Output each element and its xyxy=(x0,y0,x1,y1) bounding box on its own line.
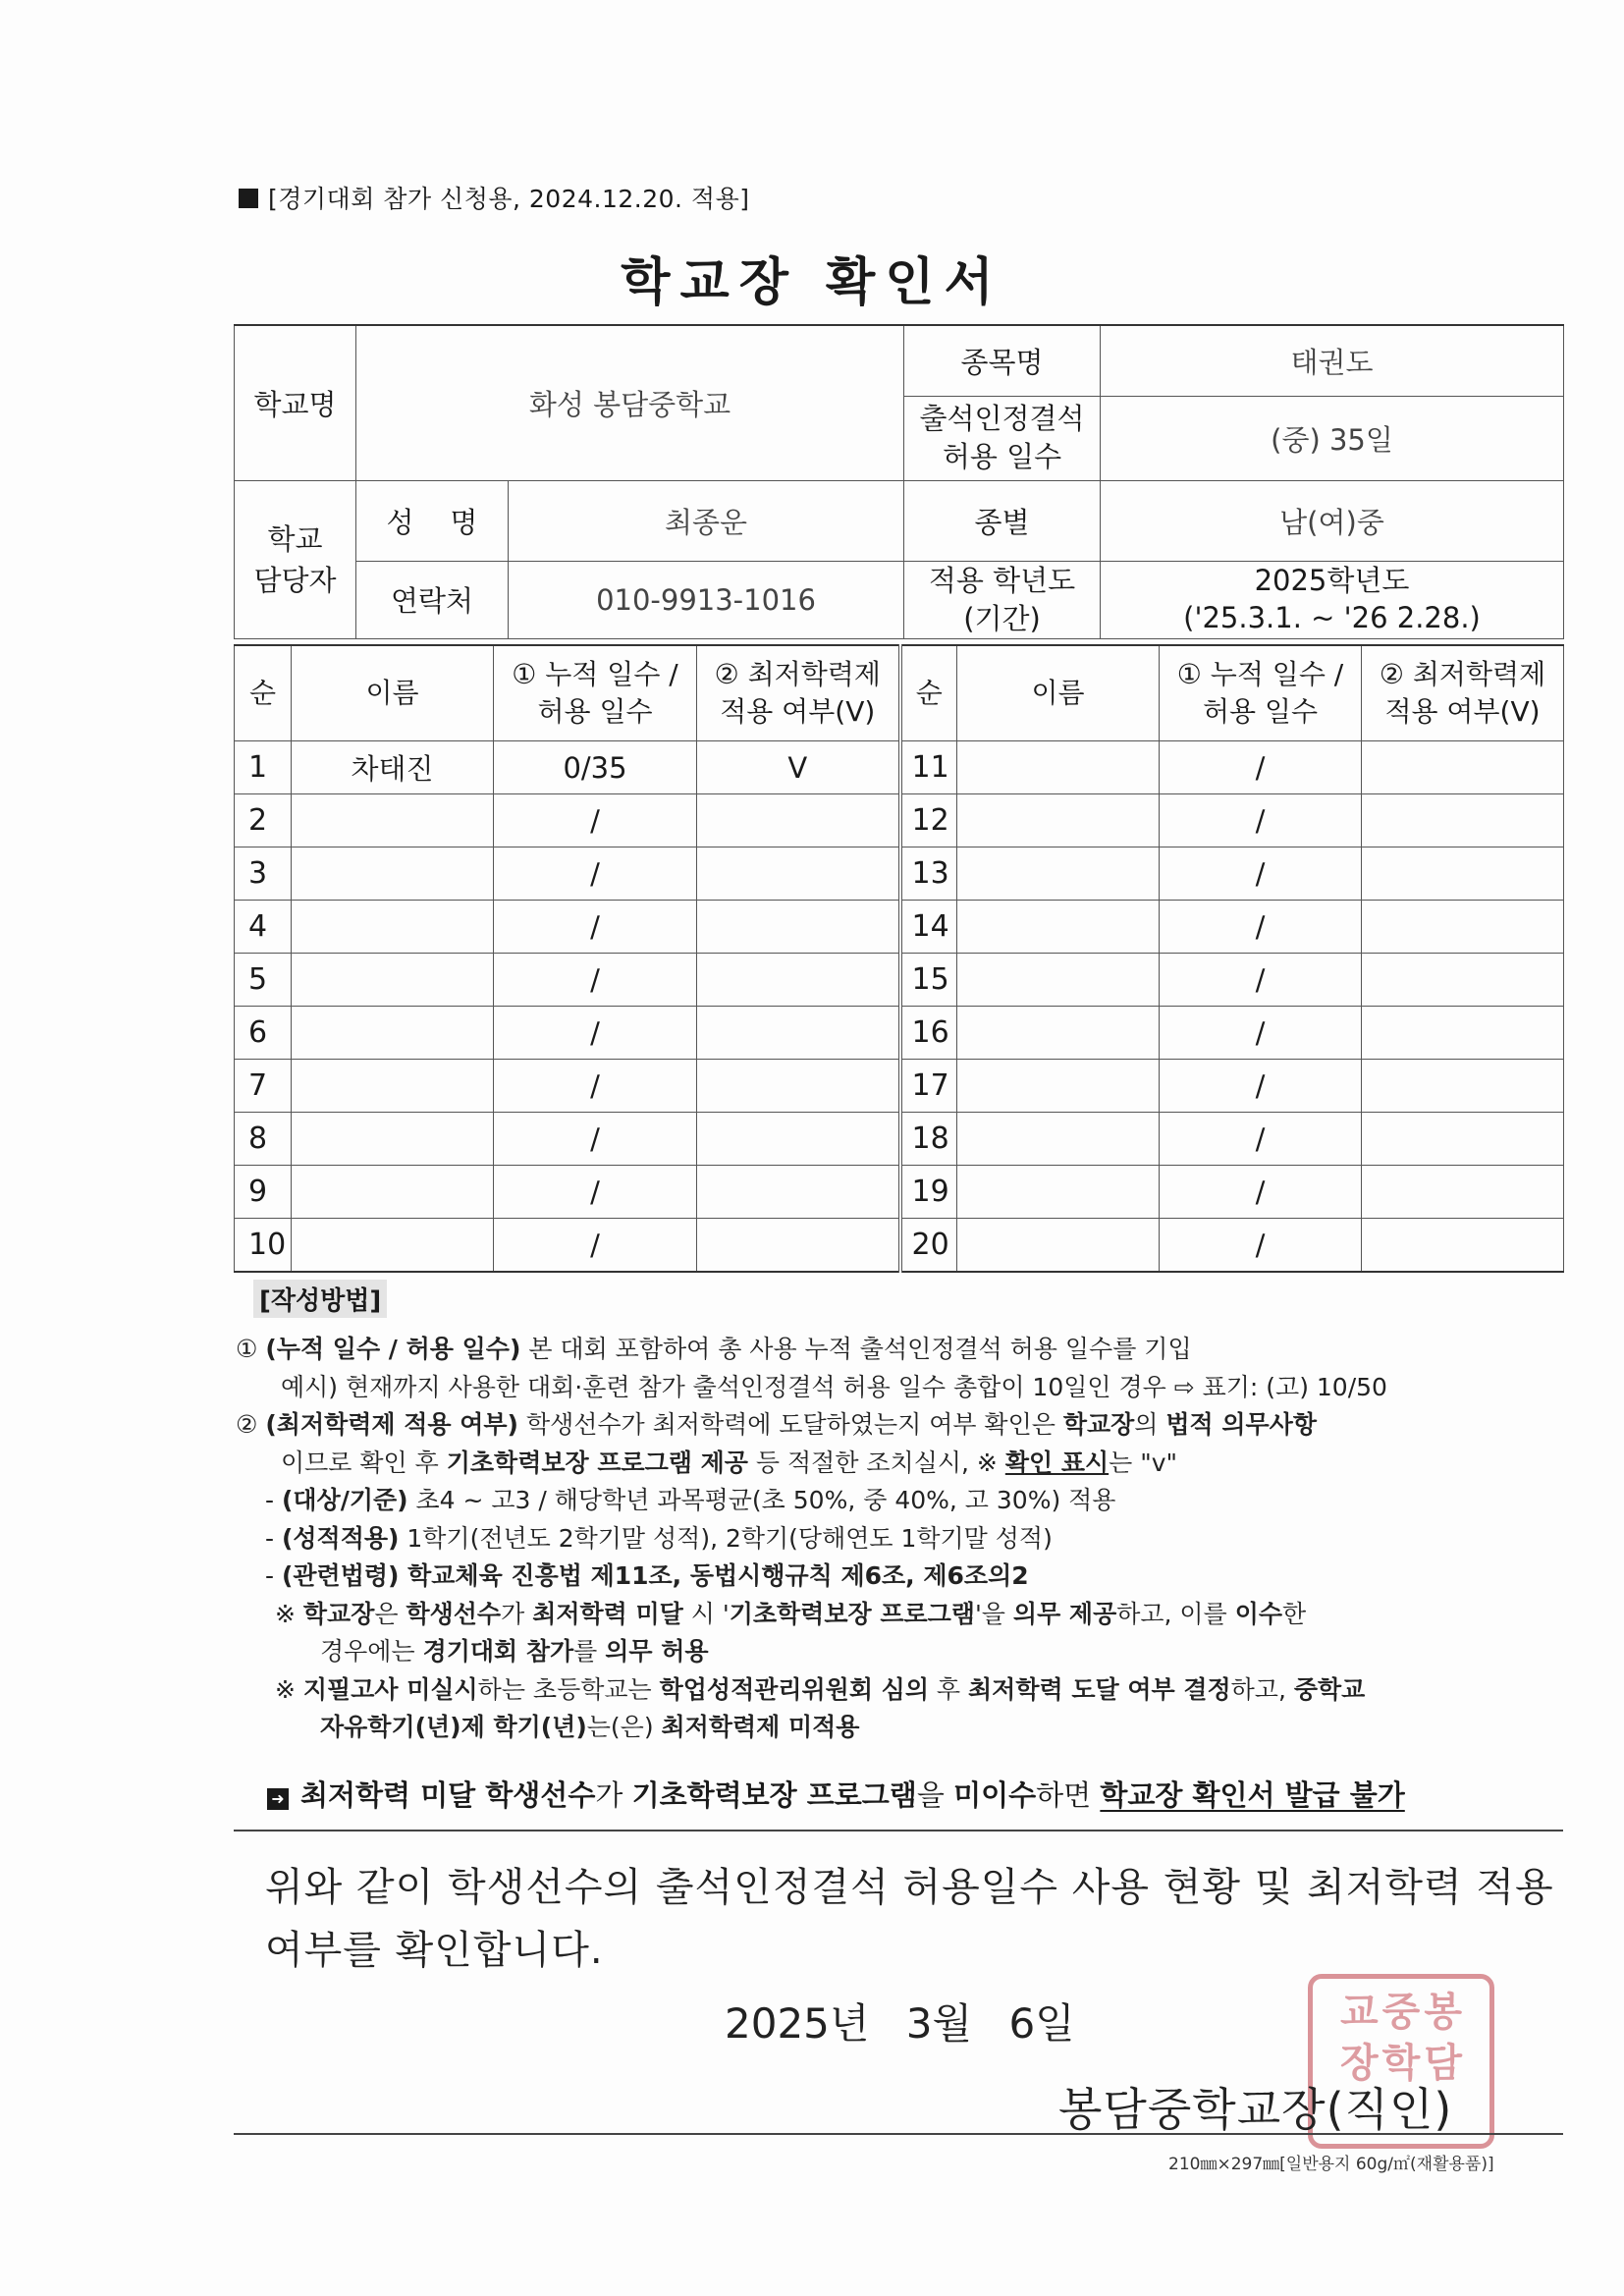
left-name-cell xyxy=(292,794,494,847)
contact-value: 010-9913-1016 xyxy=(509,561,904,638)
divider-top xyxy=(234,1830,1563,1831)
method-l3-bold-d: 법적 의무사항 xyxy=(1165,1410,1318,1439)
method-l1-bold: (누적 일수 / 허용 일수) xyxy=(265,1335,521,1363)
confirmation-statement: 위와 같이 학생선수의 출석인정결석 허용일수 사용 현황 및 최저학력 적용 여부를 확인합니다. xyxy=(265,1865,1554,1973)
circle-1-marker: ① xyxy=(236,1335,258,1363)
method-l6-text: 1학기(전년도 2학기말 성적), 2학기(당해연도 1학기말 성적) xyxy=(399,1523,1053,1553)
note-marker: ※ xyxy=(275,1599,303,1628)
left-seq-cell: 10 xyxy=(235,1219,292,1273)
right-seq-cell: 12 xyxy=(900,794,957,847)
method-l3-bold: (최저학력제 적용 여부) xyxy=(265,1410,518,1439)
school-name-label: 학교명 xyxy=(235,325,356,480)
year-value-line2: ('25.3.1. ~ '26 2.28.) xyxy=(1183,600,1481,634)
method-l4-underline: 확인 표시 xyxy=(1004,1448,1110,1477)
method-l9-bold-d: 의무 허용 xyxy=(605,1637,709,1666)
left-check-cell xyxy=(697,1219,900,1273)
right-days-cell: / xyxy=(1160,1007,1362,1060)
method-l8-text-f: 시 ' xyxy=(682,1599,730,1628)
table-row xyxy=(235,741,1564,794)
method-l4-bold-b: 기초학력보장 프로그램 제공 xyxy=(446,1448,748,1477)
manager-name-value: 최종운 xyxy=(509,480,904,561)
roster-table xyxy=(234,644,1564,1273)
method-l10-bold-g: 중학교 xyxy=(1293,1674,1366,1704)
method-l8-text-h: '을 xyxy=(974,1599,1013,1628)
right-name-cell xyxy=(957,1007,1160,1060)
year-label xyxy=(904,561,1101,638)
manager-label-line1: 학교 xyxy=(267,521,323,556)
final-warning xyxy=(267,1774,1405,1814)
final-f: 하면 xyxy=(1036,1778,1101,1812)
square-bullet-icon xyxy=(239,189,258,208)
left-seq-cell: 4 xyxy=(235,901,292,954)
col-days-header xyxy=(494,645,697,741)
method-line-8 xyxy=(236,1596,1571,1634)
method-l1-text: 본 대회 포함하여 총 사용 누적 출석인정결석 허용 일수를 기입 xyxy=(520,1335,1192,1363)
arrow-right-icon: ➜ xyxy=(267,1788,289,1810)
left-seq-cell: 8 xyxy=(235,1113,292,1166)
right-check-cell xyxy=(1362,1007,1564,1060)
table-row xyxy=(235,1113,1564,1166)
method-l10-text-f: 하고, xyxy=(1230,1674,1294,1704)
method-l5-bold: (대상/기준) xyxy=(281,1486,408,1514)
left-days-cell: / xyxy=(494,1113,697,1166)
right-seq-cell: 17 xyxy=(900,1060,957,1113)
left-check-cell xyxy=(697,1166,900,1219)
col-name-header-right: 이름 xyxy=(957,645,1160,741)
right-name-cell xyxy=(957,1166,1160,1219)
method-l8-bold-c: 학생선수 xyxy=(406,1599,502,1628)
method-l10-bold-e: 최저학력 도달 여부 결정 xyxy=(968,1674,1231,1704)
left-check-cell xyxy=(697,1007,900,1060)
right-check-cell xyxy=(1362,847,1564,901)
method-l8-text-l: 한 xyxy=(1282,1599,1307,1628)
method-l10-text-b: 하는 초등학교는 xyxy=(477,1674,660,1704)
left-name-cell xyxy=(292,1060,494,1113)
left-name-cell: 차태진 xyxy=(292,741,494,794)
left-name-cell xyxy=(292,1113,494,1166)
col-days-header-right-line1: ① 누적 일수 / xyxy=(1176,658,1344,691)
seal-glyph: 중 xyxy=(1381,1990,1421,2035)
right-seq-cell: 18 xyxy=(900,1113,957,1166)
col-check-header-line1: ② 최저학력제 xyxy=(714,658,881,691)
col-seq-header-right: 순 xyxy=(900,645,957,741)
left-days-cell: / xyxy=(494,901,697,954)
right-seq-cell: 11 xyxy=(900,741,957,794)
right-name-cell xyxy=(957,901,1160,954)
col-days-header-line2: 허용 일수 xyxy=(537,695,653,728)
col-days-header-right-line2: 허용 일수 xyxy=(1202,695,1319,728)
left-name-cell xyxy=(292,901,494,954)
method-l10-text-d: 후 xyxy=(928,1674,969,1704)
header-note-text: [경기대회 참가 신청용, 2024.12.20. 적용] xyxy=(268,185,750,213)
right-name-cell xyxy=(957,1219,1160,1273)
method-l5-text: 초4 ~ 고3 / 해당학년 과목평균(초 50%, 중 40%, 고 30%) 적용 xyxy=(407,1486,1116,1514)
method-l8-text-d: 가 xyxy=(501,1599,533,1628)
method-l9-text-c: 를 xyxy=(573,1637,606,1666)
left-check-cell xyxy=(697,847,900,901)
method-l11-bold-c: 최저학력제 미적용 xyxy=(661,1713,860,1741)
method-line-11 xyxy=(236,1709,1571,1747)
col-name-header: 이름 xyxy=(292,645,494,741)
right-name-cell xyxy=(957,1113,1160,1166)
roster-body xyxy=(235,741,1564,1273)
table-row xyxy=(235,1060,1564,1113)
right-check-cell xyxy=(1362,1113,1564,1166)
left-name-cell xyxy=(292,847,494,901)
divider-bottom xyxy=(234,2133,1563,2135)
method-l8-bold-e: 최저학력 미달 xyxy=(532,1599,683,1628)
manager-label xyxy=(235,480,356,638)
left-seq-cell: 3 xyxy=(235,847,292,901)
year-label-line1: 적용 학년도 xyxy=(928,563,1076,597)
method-l7-bold: (관련법령) 학교체육 진흥법 제11조, 동법시행규칙 제6조, 제6조의2 xyxy=(281,1561,1029,1590)
right-seq-cell: 20 xyxy=(900,1219,957,1273)
method-l8-text-j: 하고, 이를 xyxy=(1116,1599,1235,1628)
method-l3-bold-b: 학교장 xyxy=(1062,1410,1135,1439)
allowed-days-label-line2: 허용 일수 xyxy=(942,440,1062,473)
method-title: [작성방법] xyxy=(253,1280,387,1318)
issue-date: 2025년 3월 6일 xyxy=(725,1999,1075,2048)
method-l8-bold-i: 의무 제공 xyxy=(1012,1599,1117,1628)
right-seq-cell: 15 xyxy=(900,954,957,1007)
seal-glyph: 장 xyxy=(1340,2041,1379,2086)
right-days-cell: / xyxy=(1160,954,1362,1007)
method-l11-text-b: 는(은) xyxy=(586,1713,662,1741)
school-name-value: 화성 봉담중학교 xyxy=(356,325,904,480)
method-l4-text-e: 는 "v" xyxy=(1109,1448,1178,1477)
left-check-cell xyxy=(697,954,900,1007)
right-name-cell xyxy=(957,1060,1160,1113)
col-days-header-right xyxy=(1160,645,1362,741)
left-days-cell: / xyxy=(494,1060,697,1113)
right-seq-cell: 14 xyxy=(900,901,957,954)
method-line-2: 예시) 현재까지 사용한 대회·훈련 참가 출석인정결석 허용 일수 총합이 10일인 경우 ⇨ 표기: (고) 10/50 xyxy=(281,1372,1387,1401)
method-l8-bold-g: 기초학력보장 프로그램 xyxy=(729,1599,975,1628)
right-name-cell xyxy=(957,741,1160,794)
right-check-cell xyxy=(1362,741,1564,794)
right-days-cell: / xyxy=(1160,901,1362,954)
left-check-cell xyxy=(697,1060,900,1113)
right-check-cell xyxy=(1362,1060,1564,1113)
right-name-cell xyxy=(957,794,1160,847)
right-check-cell xyxy=(1362,1219,1564,1273)
paper-spec-footer: 210㎜×297㎜[일반용지 60g/㎡(재활용품)] xyxy=(1168,2155,1494,2174)
left-days-cell: / xyxy=(494,1219,697,1273)
method-line-7 xyxy=(236,1558,1571,1596)
left-days-cell: / xyxy=(494,1007,697,1060)
sport-value: 태권도 xyxy=(1101,325,1564,396)
method-l3-text-c: 의 xyxy=(1134,1410,1166,1439)
left-days-cell: / xyxy=(494,794,697,847)
final-b: 가 xyxy=(595,1778,632,1812)
contact-label: 연락처 xyxy=(356,561,509,638)
right-seq-cell: 13 xyxy=(900,847,957,901)
method-l4-text-c: 등 적절한 조치실시, ※ xyxy=(747,1448,1005,1477)
seal-glyph: 담 xyxy=(1424,2041,1462,2086)
info-table xyxy=(234,324,1564,639)
right-check-cell xyxy=(1362,954,1564,1007)
table-row xyxy=(235,901,1564,954)
method-line-4 xyxy=(236,1445,1571,1483)
left-seq-cell: 5 xyxy=(235,954,292,1007)
col-check-header-right-line1: ② 최저학력제 xyxy=(1379,658,1546,691)
year-value-line1: 2025학년도 xyxy=(1254,563,1410,597)
left-name-cell xyxy=(292,1007,494,1060)
method-l9-bold-b: 경기대회 참가 xyxy=(422,1637,574,1666)
method-line-3 xyxy=(236,1406,1571,1445)
right-seq-cell: 16 xyxy=(900,1007,957,1060)
year-value xyxy=(1101,561,1564,638)
right-name-cell xyxy=(957,954,1160,1007)
seal-glyph: 봉 xyxy=(1424,1990,1462,2035)
right-days-cell: / xyxy=(1160,794,1362,847)
sport-label: 종목명 xyxy=(904,325,1101,396)
final-e: 미이수 xyxy=(953,1778,1037,1812)
left-check-cell: V xyxy=(697,741,900,794)
method-section xyxy=(236,1331,1571,1747)
col-check-header-line2: 적용 여부(V) xyxy=(720,695,876,728)
method-l8-bold-k: 이수 xyxy=(1234,1599,1282,1628)
method-l10-bold-a: 지필고사 미실시 xyxy=(302,1674,478,1704)
right-days-cell: / xyxy=(1160,741,1362,794)
table-row xyxy=(235,794,1564,847)
header-note xyxy=(239,180,749,215)
seal-glyph: 학 xyxy=(1381,2041,1421,2086)
method-l3-text-a: 학생선수가 최저학력에 도달하였는지 여부 확인은 xyxy=(518,1410,1063,1439)
table-row xyxy=(235,847,1564,901)
dash-marker: - xyxy=(265,1561,282,1590)
method-l4-text-a: 이므로 확인 후 xyxy=(281,1448,447,1477)
right-days-cell: / xyxy=(1160,1219,1362,1273)
right-days-cell: / xyxy=(1160,1166,1362,1219)
col-days-header-line1: ① 누적 일수 / xyxy=(512,658,678,691)
method-l9-text-a: 경우에는 xyxy=(320,1637,423,1666)
right-days-cell: / xyxy=(1160,1060,1362,1113)
left-check-cell xyxy=(697,1113,900,1166)
method-l6-bold: (성적적용) xyxy=(281,1523,400,1553)
left-name-cell xyxy=(292,954,494,1007)
left-seq-cell: 9 xyxy=(235,1166,292,1219)
final-g: 학교장 확인서 발급 불가 xyxy=(1100,1778,1405,1812)
left-days-cell: 0/35 xyxy=(494,741,697,794)
left-name-cell xyxy=(292,1219,494,1273)
col-check-header xyxy=(697,645,900,741)
manager-label-line2: 담당자 xyxy=(253,563,337,597)
left-days-cell: / xyxy=(494,954,697,1007)
final-d: 을 xyxy=(916,1778,954,1812)
circle-2-marker: ② xyxy=(236,1410,258,1439)
table-row xyxy=(235,954,1564,1007)
method-l11-bold-a: 자유학기(년)제 학기(년) xyxy=(320,1713,587,1741)
left-name-cell xyxy=(292,1166,494,1219)
dash-marker: - xyxy=(265,1486,282,1514)
right-seq-cell: 19 xyxy=(900,1166,957,1219)
allowed-days-value: (중) 35일 xyxy=(1101,396,1564,480)
method-line-10 xyxy=(236,1671,1571,1710)
note-marker: ※ xyxy=(275,1674,303,1704)
seal-glyph: 교 xyxy=(1340,1990,1379,2035)
gender-value: 남(여)중 xyxy=(1101,480,1564,561)
col-seq-header: 순 xyxy=(235,645,292,741)
left-days-cell: / xyxy=(494,1166,697,1219)
method-line-9 xyxy=(236,1633,1571,1671)
method-line-5 xyxy=(236,1482,1571,1520)
left-days-cell: / xyxy=(494,847,697,901)
dash-marker: - xyxy=(265,1523,282,1553)
method-l8-text-b: 은 xyxy=(374,1599,406,1628)
table-row xyxy=(235,1219,1564,1273)
left-check-cell xyxy=(697,794,900,847)
principal-signature: 봉담중학교장(직인) xyxy=(1058,2083,1453,2136)
document-title: 학교장 확인서 xyxy=(621,253,1003,312)
final-a: 최저학력 미달 학생선수 xyxy=(300,1778,596,1812)
left-seq-cell: 2 xyxy=(235,794,292,847)
allowed-days-label xyxy=(904,396,1101,480)
right-check-cell xyxy=(1362,794,1564,847)
method-l8-bold-a: 학교장 xyxy=(302,1599,375,1628)
allowed-days-label-line1: 출석인정결석 xyxy=(919,401,1085,435)
final-c: 기초학력보장 프로그램 xyxy=(631,1778,917,1812)
col-check-header-right-line2: 적용 여부(V) xyxy=(1384,695,1541,728)
method-l10-bold-c: 학업성적관리위원회 심의 xyxy=(659,1674,929,1704)
left-seq-cell: 6 xyxy=(235,1007,292,1060)
gender-label: 종별 xyxy=(904,480,1101,561)
table-row xyxy=(235,1166,1564,1219)
right-check-cell xyxy=(1362,1166,1564,1219)
left-seq-cell: 7 xyxy=(235,1060,292,1113)
method-line-6 xyxy=(236,1520,1571,1558)
right-days-cell: / xyxy=(1160,1113,1362,1166)
left-check-cell xyxy=(697,901,900,954)
table-row xyxy=(235,1007,1564,1060)
method-line-1 xyxy=(236,1331,1571,1369)
col-check-header-right xyxy=(1362,645,1564,741)
right-check-cell xyxy=(1362,901,1564,954)
year-label-line2: (기간) xyxy=(963,601,1041,635)
left-seq-cell: 1 xyxy=(235,741,292,794)
right-days-cell: / xyxy=(1160,847,1362,901)
name-label: 성 명 xyxy=(356,480,509,561)
right-name-cell xyxy=(957,847,1160,901)
